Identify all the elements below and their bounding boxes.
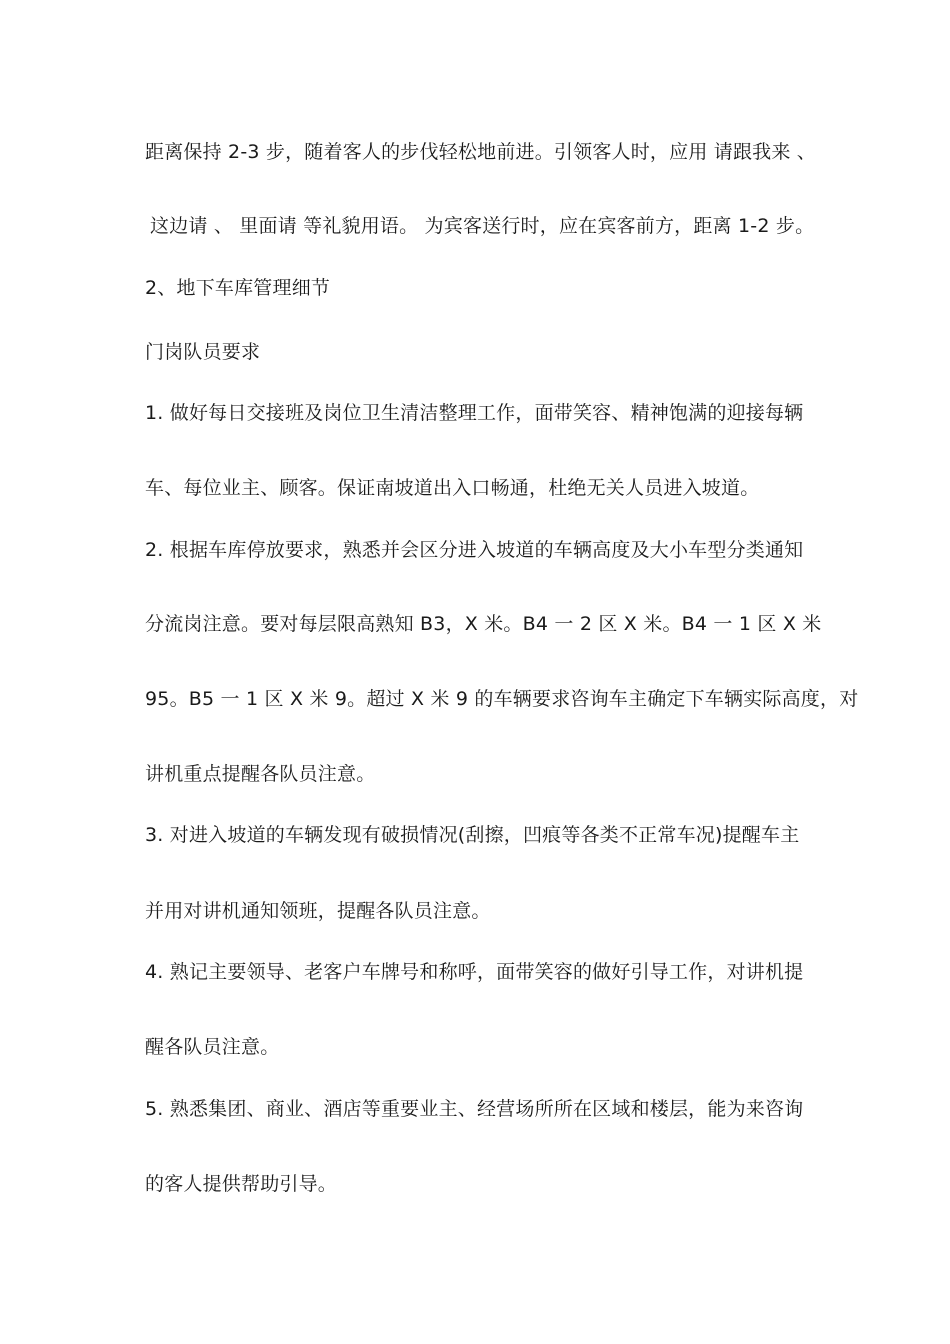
list-item-3-line: 并用对讲机通知领班，提醒各队员注意。 [145, 900, 491, 922]
list-item-2-line: 分流岗注意。要对每层限高熟知 B3，X 米。B4 一 2 区 X 米。B4 一 1 区 X 米 [145, 613, 822, 635]
list-item-1-line: 车、每位业主、顾客。保证南坡道出入口畅通，杜绝无关人员进入坡道。 [145, 477, 760, 499]
list-item-2-line: 讲机重点提醒各队员注意。 [145, 763, 376, 785]
paragraph-line: 这边请 、 里面请 等礼貌用语。 为宾客送行时，应在宾客前方，距离 1-2 步。 [150, 215, 815, 237]
list-item-1-line: 1. 做好每日交接班及岗位卫生清洁整理工作，面带笑容、精神饱满的迎接每辆 [145, 402, 804, 424]
section-heading: 2、地下车库管理细节 [145, 277, 331, 299]
list-item-4-line: 4. 熟记主要领导、老客户车牌号和称呼，面带笑容的做好引导工作，对讲机提 [145, 961, 804, 983]
list-item-2-line: 2. 根据车库停放要求，熟悉并会区分进入坡道的车辆高度及大小车型分类通知 [145, 539, 804, 561]
subsection-heading: 门岗队员要求 [145, 341, 261, 363]
paragraph-line: 距离保持 2-3 步，随着客人的步伐轻松地前进。引领客人时，应用 请跟我来 、 [145, 141, 816, 163]
list-item-5-line: 的客人提供帮助引导。 [145, 1173, 338, 1195]
list-item-2-line: 95。B5 一 1 区 X 米 9。超过 X 米 9 的车辆要求咨询车主确定下车辆实际高度，对 [145, 688, 859, 710]
list-item-5-line: 5. 熟悉集团、商业、酒店等重要业主、经营场所所在区域和楼层，能为来咨询 [145, 1098, 804, 1120]
list-item-4-line: 醒各队员注意。 [145, 1036, 280, 1058]
list-item-3-line: 3. 对进入坡道的车辆发现有破损情况(刮擦，凹痕等各类不正常车况)提醒车主 [145, 824, 800, 846]
